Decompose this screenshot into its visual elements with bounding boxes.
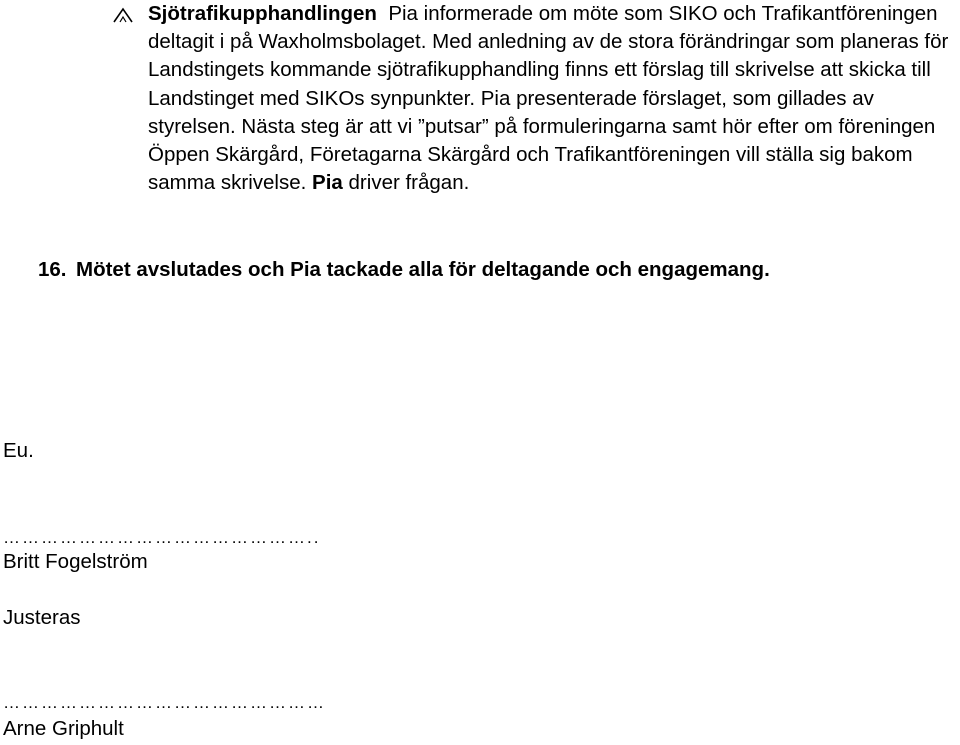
section-heading: Sjötrafikupphandlingen: [148, 2, 377, 25]
item-number: 16.: [38, 258, 67, 281]
signature-line-2: ……………………………………………: [3, 693, 326, 712]
section-text-part2: driver frågan.: [348, 171, 470, 195]
signer-name-2: Arne Griphult: [3, 717, 124, 740]
responsible-person: Pia: [312, 171, 343, 195]
section-text-part1: Pia informerade om möte som SIKO och Trafikantföreningen deltagit i på Waxholmsbolaget. Med anledning av de stora förändringar som planeras för Landstingets kommande sjötrafikupphandling finns ett förslag till skrivelse att skicka till Landstinget med SIKOs synpunkter. Pia presenterade förslaget, som gillades av styrelsen. Nästa steg är att vi ”putsar” på formuleringarna samt hör efter om föreningen Öppen Skärgård, Företagarna Skärgård och Trafikantföreningen vill ställa sig bakom samma skrivelse.: [148, 2, 949, 195]
signer-name-1: Britt Fogelström: [3, 550, 148, 573]
bullet-paragraph: [148, 0, 960, 197]
arrowhead-bullet-icon: [112, 6, 134, 24]
eu-label: Eu.: [3, 439, 34, 462]
signature-line-1: …………………………………………..: [3, 528, 321, 547]
item-text: Mötet avslutades och Pia tackade alla för deltagande och engagemang.: [76, 258, 770, 281]
justeras-label: Justeras: [3, 606, 81, 629]
agenda-item-16: [38, 256, 770, 284]
